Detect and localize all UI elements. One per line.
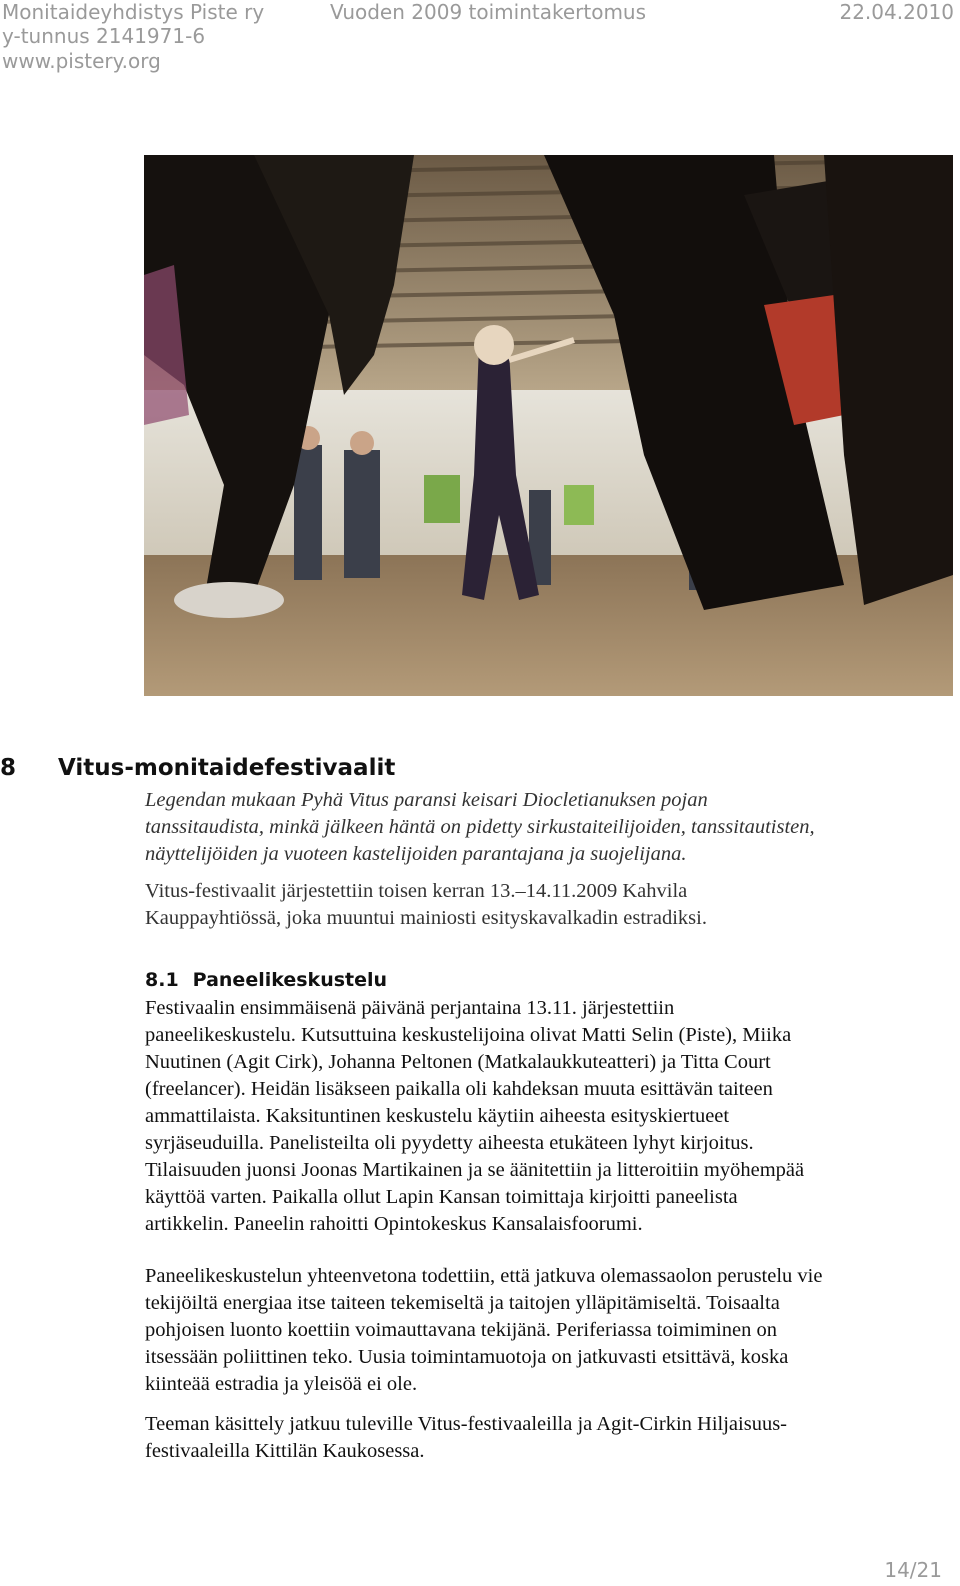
text-line: tanssitaudista, minkä jälkeen häntä on pidetty sirkustaiteilijoiden, tanssitautisten, [145, 816, 815, 838]
subsection-title: Paneelikeskustelu [192, 969, 388, 991]
text-line: Paneelikeskustelun yhteenvetona todettiin, että jatkuva olemassaolon perustelu vie [145, 1265, 823, 1287]
text-line: Festivaalin ensimmäisenä päivänä perjantaina 13.11. järjestettiin [145, 997, 675, 1019]
text-line: syrjäseuduilla. Panelisteilta oli pyydetty aiheesta etukäteen lyhyt kirjoitus. [145, 1132, 754, 1154]
text-line: käyttöä varten. Paikalla ollut Lapin Kansan toimittaja kirjoitti paneelista [145, 1186, 738, 1208]
text-line: Legendan mukaan Pyhä Vitus paransi keisari Diocletianuksen pojan [145, 789, 708, 811]
subsection-heading [145, 969, 387, 991]
text-line: Teeman käsittely jatkuu tuleville Vitus-festivaaleilla ja Agit-Cirkin Hiljaisuus- [145, 1413, 787, 1435]
subsection-number: 8.1 [145, 969, 179, 991]
section-number: 8 [0, 755, 17, 781]
text-line: festivaaleilla Kittilän Kaukosessa. [145, 1440, 425, 1462]
text-line: ammattilaista. Kaksituntinen keskustelu käytiin aiheesta esityskiertueet [145, 1105, 730, 1127]
festival-intro-paragraph [145, 878, 950, 932]
festival-dance-photo [144, 155, 953, 696]
text-line: itsessään poliittinen teko. Uusia toimintamuotoja on jatkuvasti etsittävä, koska [145, 1346, 789, 1368]
panel-paragraph-2 [145, 1263, 950, 1398]
text-line: tekijöiltä energiaa itse taiteen tekemiseltä ja taitojen ylläpitämiseltä. Toisaalta [145, 1292, 780, 1314]
header-date: 22.04.2010 [839, 0, 954, 24]
text-line: Nuutinen (Agit Cirk), Johanna Peltonen (Matkalaukkuteatteri) ja Titta Court [145, 1051, 771, 1073]
text-line: pohjoisen luonto koettiin voimauttavana tekijänä. Periferiassa toimiminen on [145, 1319, 777, 1341]
text-line: paneelikeskustelu. Kutsuttuina keskustelijoina olivat Matti Selin (Piste), Miika [145, 1024, 792, 1046]
text-line: artikkelin. Paneelin rahoitti Opintokeskus Kansalaisfoorumi. [145, 1213, 643, 1235]
text-line: Kauppayhtiössä, joka muuntui mainiosti esityskavalkadin estradiksi. [145, 907, 707, 929]
section-title: Vitus-monitaidefestivaalit [58, 755, 396, 781]
text-line: kiinteää estradia ja yleisöä ei ole. [145, 1373, 418, 1395]
text-line: Vitus-festivaalit järjestettiin toisen kerran 13.–14.11.2009 Kahvila [145, 880, 688, 902]
panel-paragraph-3 [145, 1411, 950, 1465]
header-org-name: Monitaideyhdistys Piste ry [2, 0, 265, 24]
text-line: (freelancer). Heidän lisäkseen paikalla oli kahdeksan muuta esittävän taiteen [145, 1078, 773, 1100]
header-business-id: y-tunnus 2141971-6 [2, 24, 206, 48]
legend-paragraph [145, 787, 950, 868]
header-document-title: Vuoden 2009 toimintakertomus [330, 0, 647, 24]
page-number: 14/21 [884, 1558, 942, 1582]
text-line: näyttelijöiden ja vuoteen kastelijoiden parantajana ja suojelijana. [145, 843, 687, 865]
text-line: Tilaisuuden juonsi Joonas Martikainen ja se äänitettiin ja litteroitiin myöhempää [145, 1159, 805, 1181]
panel-paragraph-1 [145, 995, 950, 1238]
header-website: www.pistery.org [2, 49, 161, 73]
